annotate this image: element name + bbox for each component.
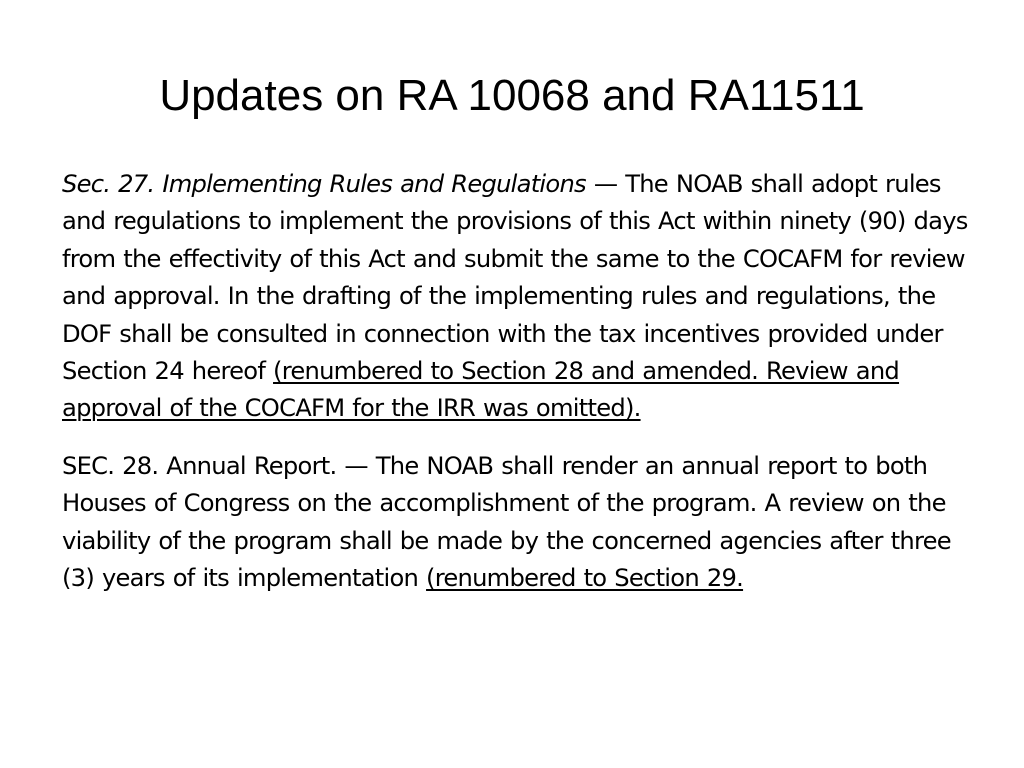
- section-28-text: SEC. 28. Annual Report. — The NOAB shall render an annual report to both Houses of Congress on the accomplishment of the program. A review on the viability of the program shall be made by the concerned agencies after three (3) years of its implementation: [62, 451, 951, 593]
- section-27-heading: Sec. 27. Implementing Rules and Regulations: [62, 170, 586, 198]
- section-28-amendment-note: (renumbered to Section 29.: [426, 564, 744, 593]
- slide-body: [62, 166, 972, 617]
- slide-title: Updates on RA 10068 and RA11511: [159, 71, 865, 120]
- section-28-paragraph: [62, 448, 972, 598]
- section-27-paragraph: [62, 166, 972, 428]
- section-27-amendment-note: (renumbered to Section 28 and amended. Review and approval of the COCAFM for the IRR was omitted).: [62, 357, 900, 423]
- section-27-text: — The NOAB shall adopt rules and regulations to implement the provisions of this Act within ninety (90) days from the effectivity of this Act and submit the same to the COCAFM for review and approval. In the drafting of the implementing rules and regulations, the DOF shall be consulted in connection with the tax incentives provided under Section 24 hereof: [62, 170, 968, 386]
